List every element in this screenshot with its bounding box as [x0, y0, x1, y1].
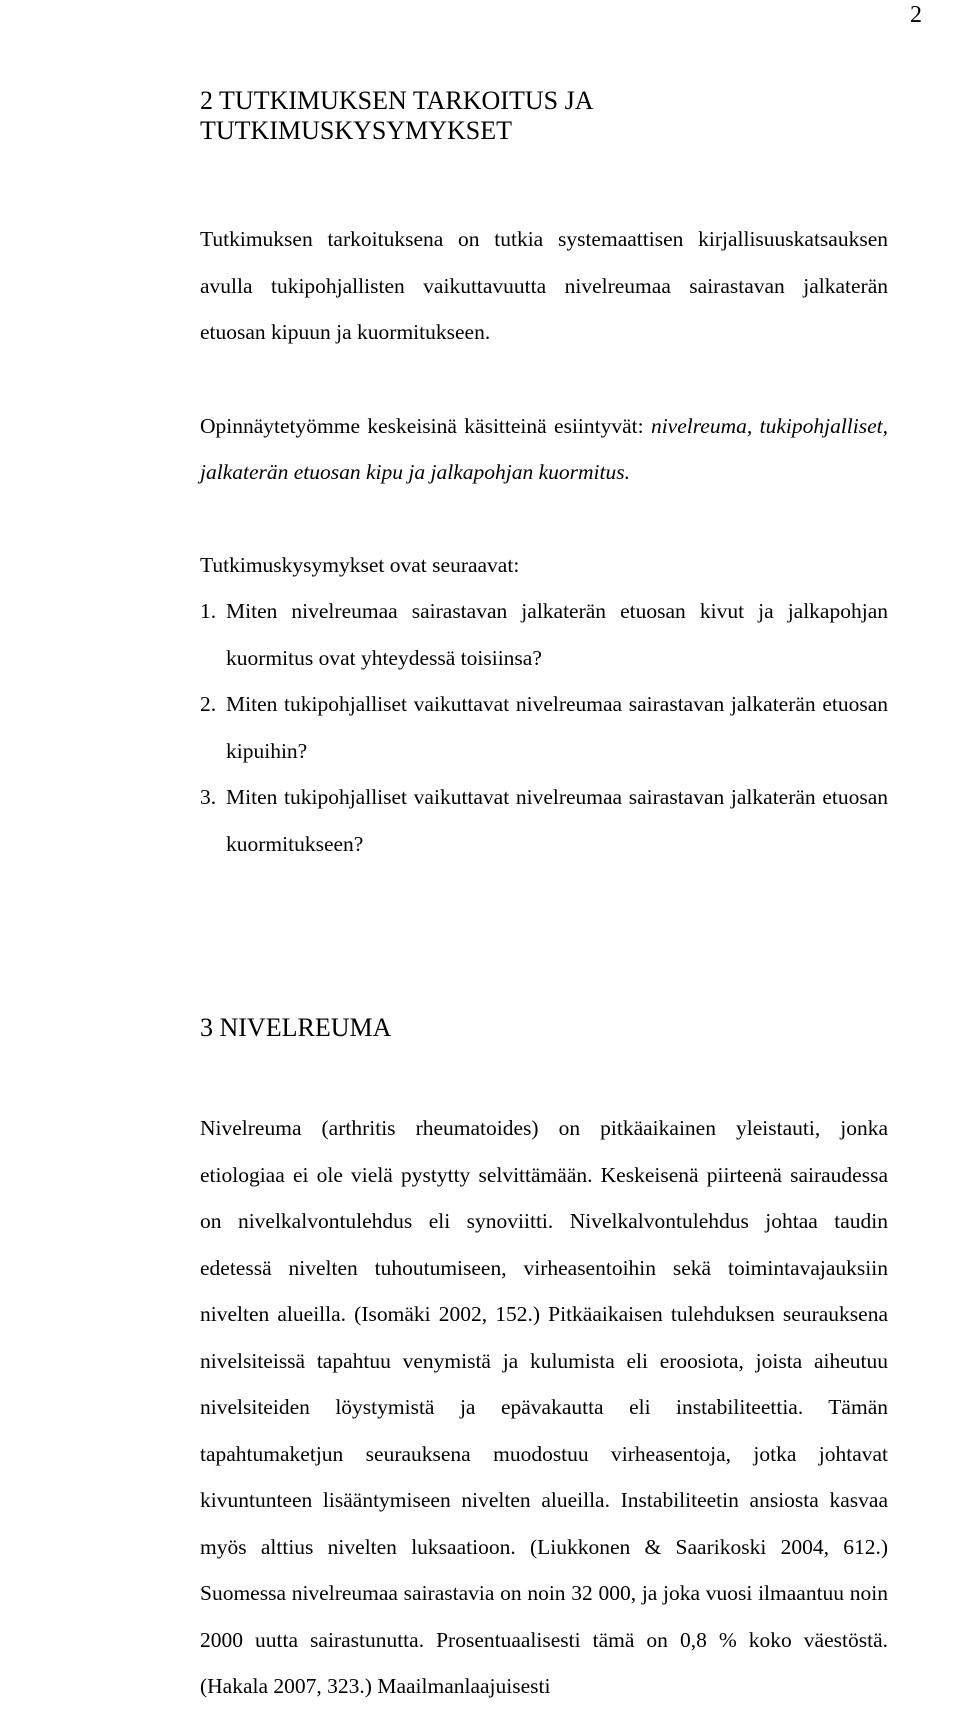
- concepts-list: nivelreuma, tukipohjalliset, jalkaterän etuosan kipu ja jalkapohjan kuormitus.: [200, 413, 888, 484]
- section-spacer: [200, 867, 888, 1013]
- list-item: [200, 588, 888, 681]
- question-number: 1.: [200, 599, 217, 623]
- section-2-heading: 2 TUTKIMUKSEN TARKOITUS JA TUTKIMUSKYSYMYKSET: [200, 86, 593, 145]
- questions-intro: Tutkimuskysymykset ovat seuraavat:: [200, 552, 520, 577]
- research-questions-list: [200, 588, 888, 867]
- concepts-intro: Opinnäytetyömme keskeisinä käsitteinä esiintyvät:: [200, 413, 651, 438]
- list-item: [200, 681, 888, 774]
- question-number: 2.: [200, 692, 217, 716]
- document-body: [200, 86, 888, 1710]
- concepts-paragraph: [200, 403, 888, 496]
- nivelreuma-paragraph: Nivelreuma (arthritis rheumatoides) on pitkäaikainen yleistauti, jonka etiologiaa ei ole vielä pystytty selvittämään. Keskeisenä piirteenä sairaudessa on nivelkalvontulehdus eli synoviitti. Nivelkalvontulehdus johtaa taudin edetessä nivelten tuhoutumiseen, virheasentoihin sekä toimintavajauksiin nivelten alueilla. (Isomäki 2002, 152.) Pitkäaikaisen tulehduksen seurauksena nivelsiteissä tapahtuu venymistä ja kulumista eli eroosiota, joista aiheutuu nivelsiteiden löystymistä ja epävakautta eli instabiliteettia. Tämän tapahtumaketjun seurauksena muodostuu virheasentoja, jotka johtavat kivuntunteen lisääntymiseen nivelten alueilla. Instabiliteetin ansiosta kasvaa myös alttius nivelten luksaatioon. (Liukkonen & Saarikoski 2004, 612.) Suomessa nivelreumaa sairastavia on noin 32 000, ja joka vuosi ilmaantuu noin 2000 uutta sairastunutta. Prosentuaalisesti tämä on 0,8 % koko väestöstä. (Hakala 2007, 323.) Maailmanlaajuisesti: [200, 1116, 888, 1698]
- list-item: [200, 774, 888, 867]
- question-number: 3.: [200, 785, 217, 809]
- page-number: 2: [910, 2, 922, 28]
- section-3-heading: 3 NIVELREUMA: [200, 1013, 392, 1042]
- question-text: Miten tukipohjalliset vaikuttavat nivelreumaa sairastavan jalkaterän etuosan kuormitukseen?: [226, 785, 888, 856]
- question-text: Miten tukipohjalliset vaikuttavat nivelreumaa sairastavan jalkaterän etuosan kipuihin?: [226, 692, 888, 763]
- question-text: Miten nivelreumaa sairastavan jalkaterän etuosan kivut ja jalkapohjan kuormitus ovat yhteydessä toisiinsa?: [226, 599, 888, 670]
- purpose-paragraph: Tutkimuksen tarkoituksena on tutkia systemaattisen kirjallisuuskatsauksen avulla tukipohjallisten vaikuttavuutta nivelreumaa sairastavan jalkaterän etuosan kipuun ja kuormitukseen.: [200, 227, 888, 344]
